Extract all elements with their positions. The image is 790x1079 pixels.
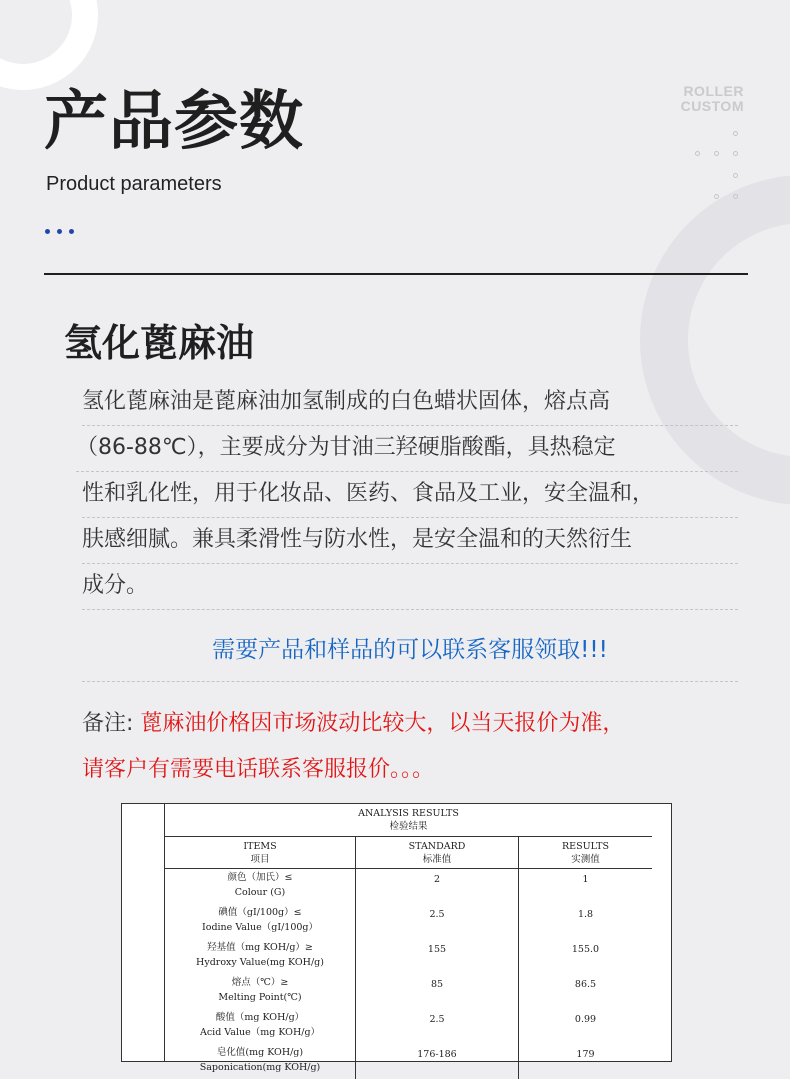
- standard-cell: 176-186: [356, 1044, 519, 1079]
- standard-cell: 2: [356, 869, 519, 905]
- analysis-table-grid: [165, 804, 652, 1079]
- standard-cell: 85: [356, 974, 519, 1009]
- description-line: 成分。: [82, 563, 738, 610]
- decorative-ring-top-left: [0, 0, 98, 90]
- watermark-text: [672, 84, 744, 114]
- item-name-cn: 羟基值（mg KOH/g）≥: [207, 942, 313, 953]
- item-cell: [165, 869, 356, 905]
- result-cell: 0.99: [519, 1009, 653, 1044]
- decor-dot: [695, 151, 700, 156]
- decor-dot: [733, 151, 738, 156]
- standard-cell: 2.5: [356, 1009, 519, 1044]
- description-line: 性和乳化性，用于化妆品、医药、食品及工业，安全温和，: [82, 471, 738, 518]
- contact-notice: 需要产品和样品的可以联系客服领取!!!: [82, 625, 738, 682]
- analysis-results-table: [121, 803, 672, 1073]
- column-header-standard: [356, 837, 519, 869]
- table-row: [165, 904, 652, 939]
- column-header-cn: 项目: [250, 853, 270, 865]
- result-cell: 86.5: [519, 974, 653, 1009]
- item-name-en: Iodine Value（gI/100g）: [201, 922, 319, 933]
- item-cell: [165, 974, 356, 1009]
- description-line: 氢化蓖麻油是蓖麻油加氢制成的白色蜡状固体，熔点高: [82, 379, 738, 426]
- table-row: [165, 1044, 652, 1079]
- table-row: [165, 1009, 652, 1044]
- table-title-cell: [165, 804, 652, 837]
- description-line: （86-88℃），主要成分为甘油三羟硬脂酸酯，具热稳定: [76, 425, 738, 472]
- note-text: 蓖麻油价格因市场波动比较大，以当天报价为准，: [140, 711, 625, 736]
- decor-dot: [733, 194, 738, 199]
- decor-dot: [733, 131, 738, 136]
- column-header-cn: 实测值: [571, 853, 600, 865]
- column-header-cn: 标准值: [422, 853, 452, 865]
- price-note-line-1: [82, 702, 624, 746]
- column-header-en: RESULTS: [562, 840, 609, 852]
- table-title: ANALYSIS RESULTS: [358, 808, 459, 819]
- column-header-en: ITEMS: [243, 840, 277, 852]
- item-name-cn: 碘值（gI/100g）≤: [218, 907, 302, 918]
- standard-cell: 155: [356, 939, 519, 974]
- page-subtitle-en: Product parameters: [46, 173, 222, 195]
- item-cell: [165, 939, 356, 974]
- note-label: 备注:: [82, 711, 141, 736]
- result-cell: 1: [519, 869, 653, 905]
- price-note-line-2: [82, 748, 434, 792]
- item-cell: [165, 1044, 356, 1079]
- column-header-items: [165, 837, 356, 869]
- column-header-en: STANDARD: [408, 840, 466, 852]
- decor-dot: [714, 194, 719, 199]
- item-cell: [165, 904, 356, 939]
- page-title: 产品参数: [44, 85, 304, 159]
- decor-dot: [733, 173, 738, 178]
- item-name-en: Melting Point(℃): [218, 992, 302, 1003]
- column-header-results: [519, 837, 653, 869]
- watermark-line: CUSTOM: [680, 98, 744, 114]
- item-name-cn: 熔点（℃）≥: [231, 977, 289, 988]
- standard-cell: 2.5: [356, 904, 519, 939]
- description-line: 肤感细腻。兼具柔滑性与防水性，是安全温和的天然衍生: [82, 517, 738, 564]
- item-cell: [165, 1009, 356, 1044]
- watermark-line: ROLLER: [683, 83, 744, 99]
- item-name-cn: 颜色（加氏）≤: [227, 872, 293, 883]
- table-row: [165, 939, 652, 974]
- accent-dot: [57, 229, 62, 234]
- product-name: 氢化蓖麻油: [64, 321, 255, 365]
- table-row: [165, 974, 652, 1009]
- item-name-en: Colour (G): [234, 887, 286, 898]
- result-cell: 179: [519, 1044, 653, 1079]
- item-name-en: Acid Value（mg KOH/g）: [199, 1027, 321, 1038]
- decor-dot: [714, 151, 719, 156]
- accent-dot: [45, 229, 50, 234]
- item-name-cn: 酸值（mg KOH/g）: [215, 1012, 305, 1023]
- table-title-cn: 检验结果: [389, 821, 428, 832]
- item-name-en: Hydroxy Value(mg KOH/g): [196, 957, 324, 968]
- table-row: [165, 869, 652, 905]
- section-divider: [44, 273, 748, 275]
- item-name-en: Saponication(mg KOH/g): [199, 1062, 321, 1073]
- note-text: 请客户有需要电话联系客服报价。。。: [82, 757, 435, 782]
- accent-dot: [69, 229, 74, 234]
- result-cell: 1.8: [519, 904, 653, 939]
- item-name-cn: 皂化值(mg KOH/g): [216, 1047, 304, 1058]
- result-cell: 155.0: [519, 939, 653, 974]
